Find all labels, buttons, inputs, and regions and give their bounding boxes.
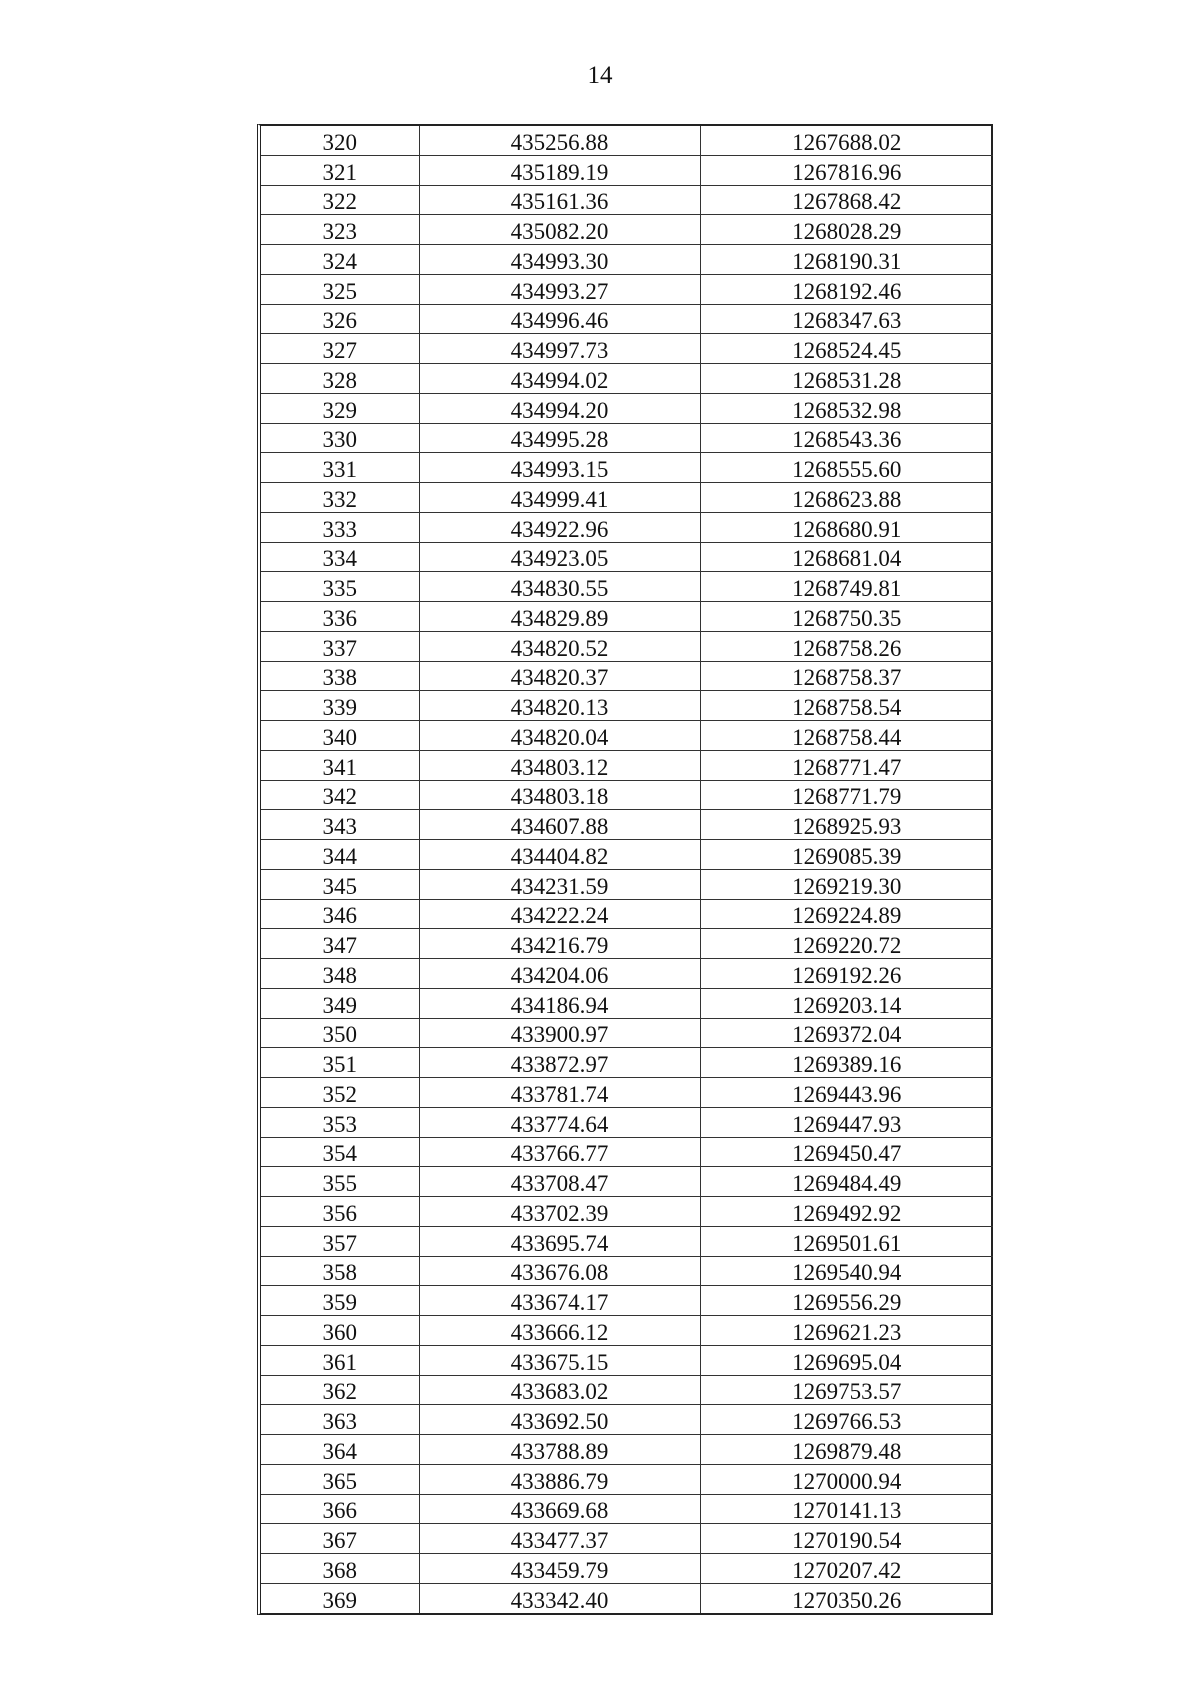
point-number-cell: 342	[261, 780, 419, 810]
x-coordinate-cell: 433766.77	[419, 1137, 700, 1167]
point-number-cell: 323	[261, 215, 419, 245]
point-number-cell: 357	[261, 1226, 419, 1256]
point-number-cell: 352	[261, 1078, 419, 1108]
x-coordinate-cell: 434994.20	[419, 393, 700, 423]
table-row	[261, 929, 993, 959]
table-row	[261, 1167, 993, 1197]
point-number-cell: 326	[261, 304, 419, 334]
table-row	[261, 274, 993, 304]
table-row	[261, 602, 993, 632]
point-number-cell: 336	[261, 602, 419, 632]
table-row	[261, 1226, 993, 1256]
table-row	[261, 1107, 993, 1137]
x-coordinate-cell: 433774.64	[419, 1107, 700, 1137]
table-row	[261, 304, 993, 334]
table-row	[261, 869, 993, 899]
y-coordinate-cell: 1268925.93	[700, 810, 993, 840]
x-coordinate-cell: 433666.12	[419, 1316, 700, 1346]
table-row	[261, 780, 993, 810]
table-row	[261, 572, 993, 602]
point-number-cell: 343	[261, 810, 419, 840]
x-coordinate-cell: 433702.39	[419, 1197, 700, 1227]
table-row	[261, 810, 993, 840]
table-row	[261, 899, 993, 929]
x-coordinate-cell: 434820.37	[419, 661, 700, 691]
point-number-cell: 329	[261, 393, 419, 423]
x-coordinate-cell: 434995.28	[419, 423, 700, 453]
x-coordinate-cell: 434820.04	[419, 721, 700, 751]
point-number-cell: 333	[261, 512, 419, 542]
table-row	[261, 334, 993, 364]
point-number-cell: 355	[261, 1167, 419, 1197]
y-coordinate-cell: 1269450.47	[700, 1137, 993, 1167]
table-row	[261, 1345, 993, 1375]
table-row	[261, 1524, 993, 1554]
y-coordinate-cell: 1269766.53	[700, 1405, 993, 1435]
table-row	[261, 1286, 993, 1316]
table-row	[261, 1435, 993, 1465]
point-number-cell: 320	[261, 126, 419, 155]
x-coordinate-cell: 433872.97	[419, 1048, 700, 1078]
y-coordinate-cell: 1269443.96	[700, 1078, 993, 1108]
y-coordinate-cell: 1267688.02	[700, 126, 993, 155]
y-coordinate-cell: 1270207.42	[700, 1554, 993, 1584]
x-coordinate-cell: 434993.27	[419, 274, 700, 304]
y-coordinate-cell: 1269540.94	[700, 1256, 993, 1286]
point-number-cell: 356	[261, 1197, 419, 1227]
x-coordinate-cell: 434216.79	[419, 929, 700, 959]
y-coordinate-cell: 1268749.81	[700, 572, 993, 602]
y-coordinate-cell: 1268543.36	[700, 423, 993, 453]
y-coordinate-cell: 1267868.42	[700, 185, 993, 215]
x-coordinate-cell: 435189.19	[419, 155, 700, 185]
x-coordinate-cell: 433675.15	[419, 1345, 700, 1375]
point-number-cell: 337	[261, 631, 419, 661]
point-number-cell: 364	[261, 1435, 419, 1465]
x-coordinate-cell: 434186.94	[419, 988, 700, 1018]
point-number-cell: 339	[261, 691, 419, 721]
point-number-cell: 327	[261, 334, 419, 364]
table-row	[261, 959, 993, 989]
table-row	[261, 185, 993, 215]
table-row	[261, 483, 993, 513]
y-coordinate-cell: 1269389.16	[700, 1048, 993, 1078]
table-row	[261, 691, 993, 721]
point-number-cell: 334	[261, 542, 419, 572]
y-coordinate-cell: 1269447.93	[700, 1107, 993, 1137]
table-row	[261, 1197, 993, 1227]
x-coordinate-cell: 434994.02	[419, 364, 700, 394]
point-number-cell: 346	[261, 899, 419, 929]
x-coordinate-cell: 433683.02	[419, 1375, 700, 1405]
table-row	[261, 988, 993, 1018]
y-coordinate-cell: 1269192.26	[700, 959, 993, 989]
point-number-cell: 354	[261, 1137, 419, 1167]
point-number-cell: 360	[261, 1316, 419, 1346]
y-coordinate-cell: 1269372.04	[700, 1018, 993, 1048]
x-coordinate-cell: 433900.97	[419, 1018, 700, 1048]
x-coordinate-cell: 433695.74	[419, 1226, 700, 1256]
table-row	[261, 512, 993, 542]
y-coordinate-cell: 1270000.94	[700, 1464, 993, 1494]
point-number-cell: 367	[261, 1524, 419, 1554]
point-number-cell: 344	[261, 840, 419, 870]
x-coordinate-cell: 433708.47	[419, 1167, 700, 1197]
y-coordinate-cell: 1268190.31	[700, 245, 993, 275]
x-coordinate-cell: 434996.46	[419, 304, 700, 334]
y-coordinate-cell: 1268758.37	[700, 661, 993, 691]
x-coordinate-cell: 433781.74	[419, 1078, 700, 1108]
point-number-cell: 328	[261, 364, 419, 394]
table-body	[261, 126, 993, 1613]
point-number-cell: 341	[261, 750, 419, 780]
point-number-cell: 363	[261, 1405, 419, 1435]
y-coordinate-cell: 1268623.88	[700, 483, 993, 513]
table-row	[261, 1494, 993, 1524]
table-row	[261, 721, 993, 751]
point-number-cell: 361	[261, 1345, 419, 1375]
x-coordinate-cell: 434829.89	[419, 602, 700, 632]
coordinates-table	[257, 124, 993, 1615]
table-row	[261, 453, 993, 483]
point-number-cell: 350	[261, 1018, 419, 1048]
table-row	[261, 1256, 993, 1286]
y-coordinate-cell: 1269219.30	[700, 869, 993, 899]
y-coordinate-cell: 1268771.79	[700, 780, 993, 810]
point-number-cell: 369	[261, 1583, 419, 1612]
x-coordinate-cell: 434997.73	[419, 334, 700, 364]
x-coordinate-cell: 434820.52	[419, 631, 700, 661]
y-coordinate-cell: 1269492.92	[700, 1197, 993, 1227]
y-coordinate-cell: 1268681.04	[700, 542, 993, 572]
point-number-cell: 362	[261, 1375, 419, 1405]
table-row	[261, 631, 993, 661]
x-coordinate-cell: 434922.96	[419, 512, 700, 542]
x-coordinate-cell: 434607.88	[419, 810, 700, 840]
table-row	[261, 1316, 993, 1346]
y-coordinate-cell: 1270350.26	[792, 1587, 902, 1613]
y-coordinate-cell: 1269484.49	[700, 1167, 993, 1197]
table-row	[261, 1018, 993, 1048]
x-coordinate-cell: 434993.15	[419, 453, 700, 483]
point-number-cell: 366	[261, 1494, 419, 1524]
y-coordinate-cell: 1268524.45	[700, 334, 993, 364]
y-coordinate-cell: 1268758.44	[700, 721, 993, 751]
point-number-cell: 348	[261, 959, 419, 989]
y-coordinate-cell: 1267816.96	[700, 155, 993, 185]
point-number-cell: 340	[261, 721, 419, 751]
point-number-cell: 330	[261, 423, 419, 453]
x-coordinate-cell: 433459.79	[419, 1554, 700, 1584]
x-coordinate-cell: 433676.08	[419, 1256, 700, 1286]
point-number-cell: 349	[261, 988, 419, 1018]
point-number-cell: 324	[261, 245, 419, 275]
y-coordinate-cell: 1269501.61	[700, 1226, 993, 1256]
y-coordinate-cell: 1269224.89	[700, 899, 993, 929]
y-coordinate-cell: 1269220.72	[700, 929, 993, 959]
x-coordinate-cell: 433669.68	[419, 1494, 700, 1524]
table-row	[261, 840, 993, 870]
y-coordinate-cell: 1268532.98	[700, 393, 993, 423]
page-number: 14	[587, 62, 613, 89]
y-coordinate-cell: 1269085.39	[700, 840, 993, 870]
x-coordinate-cell: 434204.06	[419, 959, 700, 989]
y-coordinate-cell: 1268758.54	[700, 691, 993, 721]
point-number-cell: 359	[261, 1286, 419, 1316]
x-coordinate-cell: 434803.18	[419, 780, 700, 810]
table-row	[261, 215, 993, 245]
x-coordinate-cell: 433886.79	[419, 1464, 700, 1494]
table-row	[261, 1137, 993, 1167]
y-coordinate-cell: 1269753.57	[700, 1375, 993, 1405]
y-coordinate-cell: 1268750.35	[700, 602, 993, 632]
y-coordinate-cell: 1268771.47	[700, 750, 993, 780]
x-coordinate-cell: 433692.50	[419, 1405, 700, 1435]
y-coordinate-cell: 1268758.26	[700, 631, 993, 661]
point-number-cell: 353	[261, 1107, 419, 1137]
table-row	[261, 1464, 993, 1494]
table-row	[261, 245, 993, 275]
x-coordinate-cell: 433674.17	[419, 1286, 700, 1316]
y-coordinate-cell: 1268028.29	[700, 215, 993, 245]
y-coordinate-cell: 1268531.28	[700, 364, 993, 394]
y-coordinate-cell: 1270190.54	[700, 1524, 993, 1554]
x-coordinate-cell: 433788.89	[419, 1435, 700, 1465]
point-number-cell: 321	[261, 155, 419, 185]
y-coordinate-cell: 1269695.04	[700, 1345, 993, 1375]
x-coordinate-cell: 434820.13	[419, 691, 700, 721]
table-row	[261, 1048, 993, 1078]
y-coordinate-cell: 1270141.13	[700, 1494, 993, 1524]
x-coordinate-cell: 433342.40	[419, 1583, 700, 1612]
y-coordinate-cell: 1268347.63	[700, 304, 993, 334]
table-row	[261, 155, 993, 185]
y-coordinate-cell: 1269203.14	[700, 988, 993, 1018]
point-number-cell: 358	[261, 1256, 419, 1286]
x-coordinate-cell: 435082.20	[419, 215, 700, 245]
table-row	[261, 1583, 993, 1612]
point-number-cell: 331	[261, 453, 419, 483]
point-number-cell: 368	[261, 1554, 419, 1584]
table-row	[261, 1405, 993, 1435]
x-coordinate-cell: 434404.82	[419, 840, 700, 870]
x-coordinate-cell: 434999.41	[419, 483, 700, 513]
table-row	[261, 364, 993, 394]
y-coordinate-cell: 1269621.23	[700, 1316, 993, 1346]
table-row	[261, 423, 993, 453]
point-number-cell: 322	[261, 185, 419, 215]
table-row	[261, 750, 993, 780]
x-coordinate-cell: 434923.05	[419, 542, 700, 572]
y-coordinate-cell: 1268680.91	[700, 512, 993, 542]
point-number-cell: 351	[261, 1048, 419, 1078]
y-coordinate-cell: 1269556.29	[700, 1286, 993, 1316]
point-number-cell: 335	[261, 572, 419, 602]
point-number-cell: 325	[261, 274, 419, 304]
table-row	[261, 1554, 993, 1584]
y-coordinate-cell: 1269879.48	[700, 1435, 993, 1465]
table-row	[261, 1078, 993, 1108]
x-coordinate-cell: 435256.88	[419, 126, 700, 155]
x-coordinate-cell: 434222.24	[419, 899, 700, 929]
y-coordinate-cell: 1268555.60	[700, 453, 993, 483]
point-number-cell: 347	[261, 929, 419, 959]
x-coordinate-cell: 434803.12	[419, 750, 700, 780]
y-coordinate-cell: 1268192.46	[700, 274, 993, 304]
x-coordinate-cell: 434231.59	[419, 869, 700, 899]
table-row	[261, 393, 993, 423]
x-coordinate-cell: 435161.36	[419, 185, 700, 215]
point-number-cell: 338	[261, 661, 419, 691]
point-number-cell: 332	[261, 483, 419, 513]
table-row	[261, 1375, 993, 1405]
point-number-cell: 365	[261, 1464, 419, 1494]
x-coordinate-cell: 434830.55	[419, 572, 700, 602]
table-row	[261, 542, 993, 572]
table-row	[261, 661, 993, 691]
x-coordinate-cell: 434993.30	[419, 245, 700, 275]
point-number-cell: 345	[261, 869, 419, 899]
table-row	[261, 126, 993, 155]
x-coordinate-cell: 433477.37	[419, 1524, 700, 1554]
